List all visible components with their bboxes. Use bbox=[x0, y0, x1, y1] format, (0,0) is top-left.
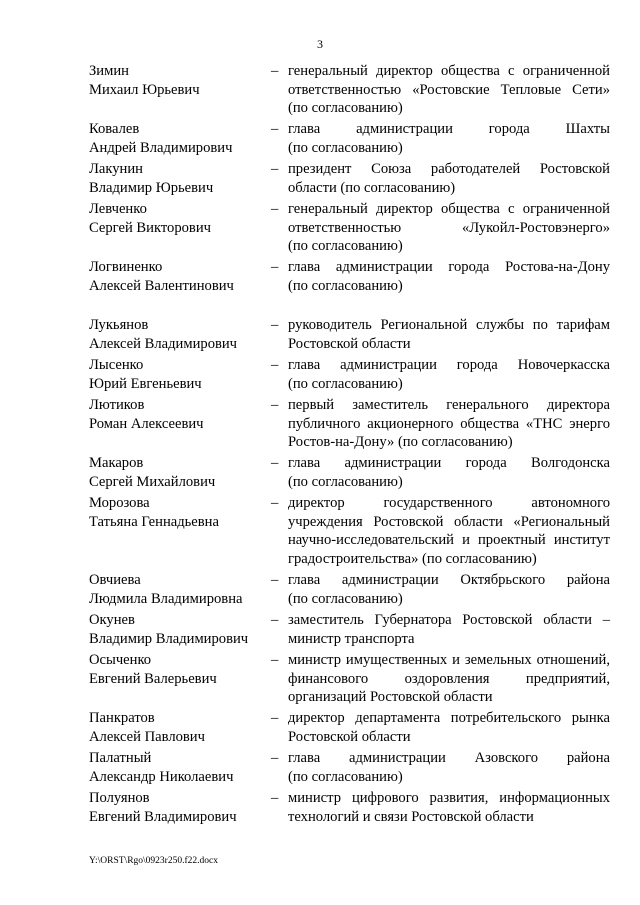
position-line: глава администрации Азовского района bbox=[288, 750, 610, 766]
entry-dash: – bbox=[271, 397, 279, 413]
member-surname: Полуянов bbox=[89, 790, 150, 806]
member-position bbox=[288, 396, 610, 452]
entry-dash: – bbox=[271, 161, 279, 177]
position-line: Ростов-на-Дону» (по согласованию) bbox=[288, 434, 513, 451]
position-line: заместитель Губернатора Ростовской области – bbox=[288, 612, 610, 628]
position-line: Ростовской области bbox=[288, 335, 411, 352]
entry-dash: – bbox=[271, 750, 279, 766]
member-name bbox=[89, 651, 274, 688]
member-surname: Окунев bbox=[89, 612, 135, 628]
position-line: Ростовской области bbox=[288, 728, 411, 745]
member-position bbox=[288, 454, 610, 491]
member-surname: Лукьянов bbox=[89, 317, 149, 333]
member-given-names: Андрей Владимирович bbox=[89, 139, 233, 156]
member-surname: Палатный bbox=[89, 750, 152, 766]
member-surname: Левченко bbox=[89, 201, 147, 217]
page-number: 3 bbox=[317, 37, 323, 51]
member-given-names: Роман Алексеевич bbox=[89, 415, 204, 432]
position-line: (по согласованию) bbox=[288, 590, 403, 607]
position-line: первый заместитель генерального директора bbox=[288, 397, 610, 413]
member-given-names: Евгений Владимирович bbox=[89, 808, 237, 825]
member-given-names: Сергей Михайлович bbox=[89, 473, 216, 490]
member-position bbox=[288, 160, 610, 197]
position-line: директор департамента потребительского рынка bbox=[288, 710, 610, 726]
member-name bbox=[89, 316, 274, 353]
position-line: финансового оздоровления предприятий, bbox=[288, 670, 610, 687]
member-position bbox=[288, 356, 610, 393]
position-line: (по согласованию) bbox=[288, 768, 403, 785]
member-surname: Лютиков bbox=[89, 397, 145, 413]
position-line: глава администрации города Новочеркасска bbox=[288, 357, 610, 373]
entry-dash: – bbox=[271, 790, 279, 806]
member-name bbox=[89, 62, 274, 99]
position-line: градостроительства» (по согласованию) bbox=[288, 551, 537, 568]
entry-dash: – bbox=[271, 455, 279, 471]
member-position bbox=[288, 571, 610, 608]
member-position bbox=[288, 651, 610, 707]
member-given-names: Александр Николаевич bbox=[89, 768, 234, 785]
position-line: технологий и связи Ростовской области bbox=[288, 808, 534, 825]
position-line: руководитель Региональной службы по тарифам bbox=[288, 317, 610, 333]
member-name bbox=[89, 120, 274, 157]
member-given-names: Владимир Владимирович bbox=[89, 630, 249, 647]
position-line: (по согласованию) bbox=[288, 277, 403, 294]
entry-dash: – bbox=[271, 572, 279, 588]
member-surname: Макаров bbox=[89, 455, 144, 471]
member-given-names: Алексей Владимирович bbox=[89, 335, 238, 352]
member-given-names: Евгений Валерьевич bbox=[89, 670, 217, 687]
entry-dash: – bbox=[271, 357, 279, 373]
position-line: президент Союза работодателей Ростовской bbox=[288, 161, 610, 177]
member-name bbox=[89, 571, 274, 608]
member-position bbox=[288, 258, 610, 295]
member-given-names: Людмила Владимировна bbox=[89, 590, 243, 607]
position-line: министр цифрового развития, информационных bbox=[288, 790, 610, 806]
position-line: (по согласованию) bbox=[288, 473, 403, 490]
member-given-names: Сергей Викторович bbox=[89, 219, 211, 236]
position-line: генеральный директор общества с ограниченной bbox=[288, 201, 610, 217]
entry-dash: – bbox=[271, 121, 279, 137]
member-name bbox=[89, 789, 274, 826]
position-line: ответственностью «Ростовские Тепловые Сети» bbox=[288, 81, 610, 98]
member-surname: Осыченко bbox=[89, 652, 152, 668]
member-name bbox=[89, 454, 274, 491]
member-name bbox=[89, 494, 274, 531]
position-line: научно-исследовательский и проектный институт bbox=[288, 532, 610, 549]
position-line: министр транспорта bbox=[288, 630, 415, 647]
member-name bbox=[89, 611, 274, 648]
position-line: глава администрации города Волгодонска bbox=[288, 455, 610, 471]
member-given-names: Татьяна Геннадьевна bbox=[89, 513, 219, 530]
member-surname: Ковалев bbox=[89, 121, 140, 137]
entry-dash: – bbox=[271, 612, 279, 628]
member-surname: Логвиненко bbox=[89, 259, 163, 275]
member-given-names: Владимир Юрьевич bbox=[89, 179, 214, 196]
member-name bbox=[89, 356, 274, 393]
member-position bbox=[288, 494, 610, 569]
member-name bbox=[89, 709, 274, 746]
member-name bbox=[89, 396, 274, 433]
member-surname: Морозова bbox=[89, 495, 150, 511]
member-surname: Лысенко bbox=[89, 357, 144, 373]
entry-dash: – bbox=[271, 317, 279, 333]
member-surname: Зимин bbox=[89, 63, 129, 79]
member-name bbox=[89, 258, 274, 295]
member-position bbox=[288, 789, 610, 826]
member-position bbox=[288, 611, 610, 648]
entry-dash: – bbox=[271, 259, 279, 275]
position-line: области (по согласованию) bbox=[288, 179, 456, 196]
member-given-names: Алексей Валентинович bbox=[89, 277, 234, 294]
entry-dash: – bbox=[271, 652, 279, 668]
member-name bbox=[89, 749, 274, 786]
footer-file-path: Y:\ORST\Rgo\0923r250.f22.docx bbox=[89, 856, 218, 866]
member-name bbox=[89, 160, 274, 197]
position-line: (по согласованию) bbox=[288, 375, 403, 392]
position-line: министр имущественных и земельных отношений, bbox=[288, 652, 610, 668]
member-surname: Панкратов bbox=[89, 710, 155, 726]
member-position bbox=[288, 316, 610, 353]
member-given-names: Алексей Павлович bbox=[89, 728, 205, 745]
member-surname: Лакунин bbox=[89, 161, 143, 177]
member-surname: Овчиева bbox=[89, 572, 141, 588]
member-position bbox=[288, 200, 610, 256]
position-line: (по согласованию) bbox=[288, 100, 403, 117]
position-line: (по согласованию) bbox=[288, 139, 403, 156]
entry-dash: – bbox=[271, 495, 279, 511]
position-line: директор государственного автономного bbox=[288, 495, 610, 511]
position-line: (по согласованию) bbox=[288, 238, 403, 255]
member-position bbox=[288, 709, 610, 746]
position-line: глава администрации города Шахты bbox=[288, 121, 610, 137]
member-given-names: Юрий Евгеньевич bbox=[89, 375, 202, 392]
entry-dash: – bbox=[271, 63, 279, 79]
entry-dash: – bbox=[271, 710, 279, 726]
position-line: учреждения Ростовской области «Региональный bbox=[288, 513, 610, 530]
position-line: глава администрации города Ростова-на-Дону bbox=[288, 259, 610, 275]
position-line: организаций Ростовской области bbox=[288, 689, 493, 706]
member-position bbox=[288, 62, 610, 118]
member-position bbox=[288, 749, 610, 786]
position-line: ответственностью «Лукойл-Ростовэнерго» bbox=[288, 219, 610, 236]
position-line: публичного акционерного общества «ТНС энерго bbox=[288, 415, 610, 432]
member-name bbox=[89, 200, 274, 237]
position-line: глава администрации Октябрьского района bbox=[288, 572, 610, 588]
member-position bbox=[288, 120, 610, 157]
member-given-names: Михаил Юрьевич bbox=[89, 81, 200, 98]
entry-dash: – bbox=[271, 201, 279, 217]
position-line: генеральный директор общества с ограниченной bbox=[288, 63, 610, 79]
